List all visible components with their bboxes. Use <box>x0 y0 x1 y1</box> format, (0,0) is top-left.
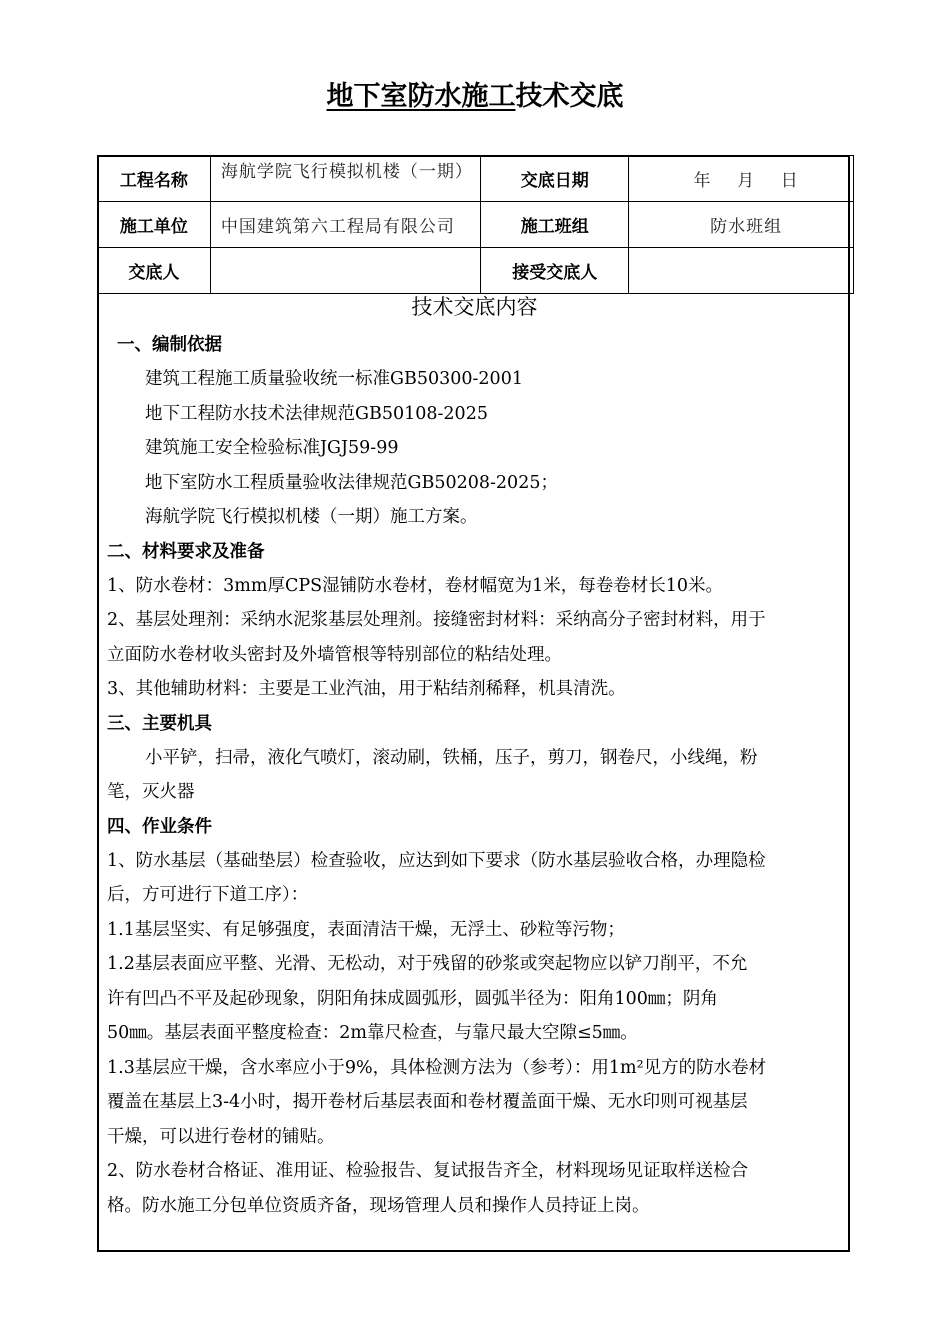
date-label: 交底日期 <box>481 156 629 202</box>
conditions-paragraph: 后，方可进行下道工序）： <box>107 885 309 905</box>
materials-paragraph: 1、防水卷材：3mm厚CPS湿铺防水卷材，卷材幅宽为1米，每卷卷材长10米。 <box>107 575 724 596</box>
receiver-label: 接受交底人 <box>481 248 629 294</box>
info-table <box>97 155 854 294</box>
page-title <box>0 74 950 113</box>
giver-label: 交底人 <box>98 248 211 294</box>
basis-item: 海航学院飞行模拟机楼（一期）施工方案。 <box>145 507 478 527</box>
unit-value: 中国建筑第六工程局有限公司 <box>210 202 481 248</box>
basis-item: 建筑施工安全检验标准JGJ59-99 <box>145 438 399 458</box>
conditions-paragraph: 1.3基层应干燥，含水率应小于9%，具体检测方法为（参考）：用1m²见方的防水卷材 <box>107 1057 767 1078</box>
receiver-value <box>629 248 854 294</box>
section-heading-materials: 二、材料要求及准备 <box>107 541 265 562</box>
basis-item: 地下工程防水技术法律规范GB50108-2025 <box>145 403 488 424</box>
tools-paragraph: 小平铲，扫帚，液化气喷灯，滚动刷，铁桶，压子，剪刀，钢卷尺，小线绳，粉 <box>145 747 758 768</box>
section-heading-tools: 三、主要机具 <box>107 713 212 734</box>
content-title: 技术交底内容 <box>411 295 538 319</box>
project-name-value: 海航学院飞行模拟机楼（一期） <box>210 156 481 202</box>
conditions-paragraph: 1.1基层坚实、有足够强度，表面清洁干燥，无浮土、砂粒等污物； <box>107 919 625 940</box>
date-value: 年 月 日 <box>629 156 854 202</box>
conditions-paragraph: 覆盖在基层上3-4小时，揭开卷材后基层表面和卷材覆盖面干燥、无水印则可视基层 <box>107 1092 748 1112</box>
giver-value <box>210 248 481 294</box>
conditions-paragraph: 许有凹凸不平及起砂现象，阴阳角抹成圆弧形，圆弧半径为：阳角100㎜；阴角 <box>107 988 718 1009</box>
conditions-paragraph: 干燥，可以进行卷材的铺贴。 <box>107 1126 335 1147</box>
conditions-paragraph: 2、防水卷材合格证、准用证、检验报告、复试报告齐全，材料现场见证取样送检合 <box>107 1161 749 1181</box>
conditions-paragraph: 50㎜。基层表面平整度检查：2m靠尺检查，与靠尺最大空隙≤5㎜。 <box>107 1023 638 1043</box>
info-row-project <box>98 156 854 202</box>
conditions-paragraph: 1.2基层表面应平整、光滑、无松动，对于残留的砂浆或突起物应以铲刀削平，不允 <box>107 954 748 974</box>
team-label: 施工班组 <box>481 202 629 248</box>
basis-item: 地下室防水工程质量验收法律规范GB50208-2025； <box>145 472 558 493</box>
content-body <box>107 292 842 1223</box>
tools-paragraph: 笔，灭火器 <box>107 782 195 802</box>
info-row-people <box>98 248 854 294</box>
unit-label: 施工单位 <box>98 202 211 248</box>
project-name-label: 工程名称 <box>98 156 211 202</box>
materials-paragraph: 3、其他辅助材料：主要是工业汽油，用于粘结剂稀释，机具清洗。 <box>107 679 626 699</box>
materials-paragraph: 立面防水卷材收头密封及外墙管根等特别部位的粘结处理。 <box>107 644 562 665</box>
page-title-underlined: 地下室防水施工 <box>326 81 516 112</box>
conditions-paragraph: 1、防水基层（基础垫层）检查验收，应达到如下要求（防水基层验收合格，办理隐检 <box>107 850 766 871</box>
info-row-unit <box>98 202 854 248</box>
page-title-rest: 技术交底 <box>515 81 624 112</box>
team-value: 防水班组 <box>629 202 854 248</box>
basis-item: 建筑工程施工质量验收统一标准GB50300-2001 <box>145 369 523 389</box>
materials-paragraph: 2、基层处理剂：采纳水泥浆基层处理剂。接缝密封材料：采纳高分子密封材料，用于 <box>107 610 766 630</box>
section-heading-basis: 一、编制依据 <box>117 335 222 355</box>
conditions-paragraph: 格。防水施工分包单位资质齐备，现场管理人员和操作人员持证上岗。 <box>107 1195 650 1216</box>
section-heading-conditions: 四、作业条件 <box>107 816 212 837</box>
